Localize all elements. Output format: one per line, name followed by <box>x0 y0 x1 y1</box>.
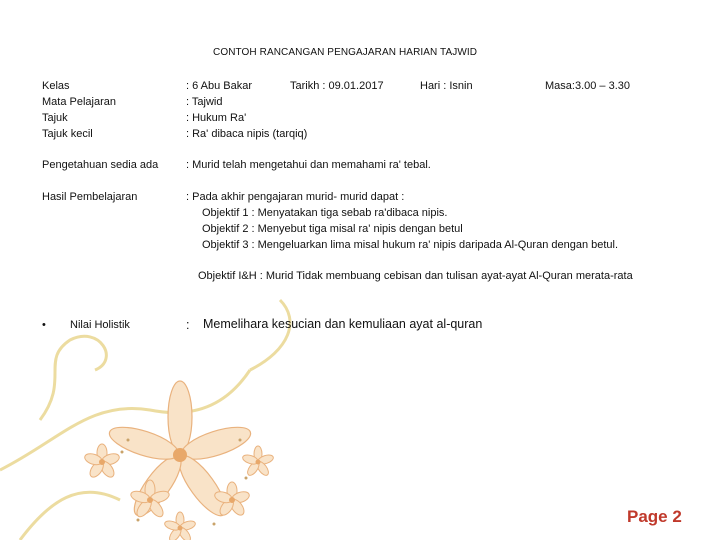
nilai-holistik-label: Nilai Holistik <box>70 319 130 331</box>
page-title: CONTOH RANCANGAN PENGAJARAN HARIAN TAJWID <box>213 47 478 58</box>
kelas-label: Kelas <box>42 80 70 92</box>
objektif-ih: Objektif I&H : Murid Tidak membuang cebisan dan tulisan ayat-ayat Al-Quran merata-rata <box>198 270 633 282</box>
objektif-2: Objektif 2 : Menyebut tiga misal ra' nipis dengan betul <box>202 223 463 235</box>
tajuk-kecil-value: : Ra' dibaca nipis (tarqiq) <box>186 128 308 140</box>
pengetahuan-label: Pengetahuan sedia ada <box>42 159 159 171</box>
hari-value: Hari : Isnin <box>420 80 473 92</box>
bullet-icon: • <box>42 319 46 331</box>
nilai-holistik-value: Memelihara kesucian dan kemuliaan ayat al-quran <box>203 317 483 331</box>
hasil-intro: : Pada akhir pengajaran murid- murid dapat : <box>186 191 405 203</box>
small-flower <box>83 444 120 480</box>
kelas-value: : 6 Abu Bakar <box>186 80 253 92</box>
tajuk-kecil-label: Tajuk kecil <box>42 128 93 140</box>
tajuk-value: : Hukum Ra' <box>186 112 247 124</box>
tajuk-label: Tajuk <box>42 112 68 124</box>
small-flower <box>242 446 275 477</box>
masa-value: Masa:3.00 – 3.30 <box>545 80 631 92</box>
objektif-1: Objektif 1 : Menyatakan tiga sebab ra'dibaca nipis. <box>202 207 448 219</box>
nilai-holistik-colon: : <box>186 318 190 332</box>
objektif-3: Objektif 3 : Mengeluarkan lima misal hukum ra' nipis daripada Al-Quran dengan betul. <box>202 239 619 251</box>
mata-pelajaran-value: : Tajwid <box>186 96 223 108</box>
mata-pelajaran-label: Mata Pelajaran <box>42 96 116 108</box>
small-flower <box>164 512 197 540</box>
pengetahuan-value: : Murid telah mengetahui dan memahami ra' tebal. <box>186 159 431 171</box>
page-number: Page 2 <box>627 507 682 526</box>
tarikh-value: Tarikh : 09.01.2017 <box>290 80 384 92</box>
hasil-label: Hasil Pembelajaran <box>42 191 138 203</box>
